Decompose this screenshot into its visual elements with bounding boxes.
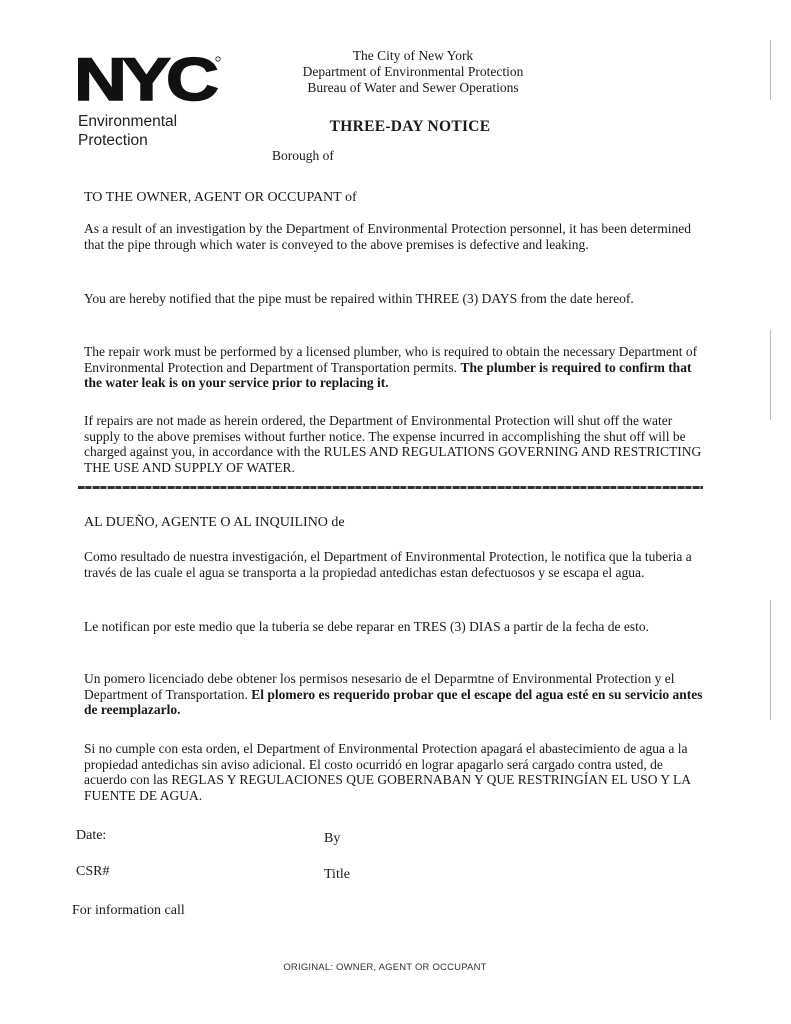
- spanish-paragraph-3: [84, 671, 704, 718]
- spanish-paragraph-2: Le notifican por este medio que la tuberia se debe reparar en TRES (3) DIAS a partir de la fecha de esto.: [84, 619, 650, 634]
- logo-caption-line1: Environmental: [78, 113, 178, 130]
- by-field-label: By: [324, 831, 341, 846]
- english-paragraph-3-bold: The plumber is required to confirm that the water leak is on your service prior to replacing it.: [84, 359, 692, 390]
- scan-edge-mark: [770, 600, 771, 720]
- logo-caption: [78, 112, 242, 150]
- info-call-label: For information call: [72, 903, 185, 918]
- spanish-paragraph-3-text: Un pomero licenciado debe obtener los permisos nesesario de el Deparmtne of Environmental Protection y el Department of Transportation.: [84, 671, 675, 702]
- spanish-paragraph-1: Como resultado de nuestra investigación, el Department of Environmental Protection, le notifica que la tuberia a través de las cuale el agua se transporta a la propiedad antedichas estan defectuosos y se escapa el agua.: [84, 549, 692, 580]
- header-city: The City of New York: [352, 48, 474, 63]
- copy-designation-footer: ORIGINAL: OWNER, AGENT OR OCCUPANT: [283, 962, 487, 973]
- agency-header: [268, 48, 558, 96]
- spanish-salutation: AL DUEÑO, AGENTE O AL INQUILINO de: [84, 515, 345, 530]
- english-salutation: TO THE OWNER, AGENT OR OCCUPANT of: [84, 190, 357, 205]
- title-field-label: Title: [324, 867, 350, 882]
- header-bureau: Bureau of Water and Sewer Operations: [307, 80, 519, 95]
- nyc-dep-logo: [72, 52, 242, 150]
- scan-edge-mark: [770, 40, 771, 100]
- spanish-paragraph-4: Si no cumple con esta orden, el Department of Environmental Protection apagará el abastecimiento de agua a la propiedad antedichas sin aviso adicional. El costo ocurridó en lograr apagarlo será cargado contra usted, de acuerdo con las REGLAS Y REGULACIONES QUE GOBERNABAN Y QUE RESTRINGÍAN EL USO Y LA FUENTE DE AGUA.: [84, 741, 691, 803]
- section-divider: [78, 486, 703, 489]
- logo-caption-line2: Protection: [78, 132, 148, 149]
- scan-edge-mark: [770, 330, 771, 420]
- nyc-wordmark-logo: [72, 52, 222, 106]
- csr-field-label: CSR#: [76, 864, 110, 879]
- page-title: THREE-DAY NOTICE: [329, 118, 491, 135]
- borough-label: Borough of: [272, 148, 334, 163]
- header-department: Department of Environmental Protection: [302, 64, 524, 79]
- date-field-label: Date:: [76, 828, 107, 843]
- english-paragraph-4: If repairs are not made as herein ordered, the Department of Environmental Protection will shut off the water supply to the above premises without further notice. The expense incurred in accomplishing the shut off will be charged against you, in accordance with the RULES AND REGULATIONS GOVERNING AND RESTRICTING THE USE AND SUPPLY OF WATER.: [84, 413, 702, 475]
- english-paragraph-1: As a result of an investigation by the Department of Environmental Protection personnel, it has been determined that the pipe through which water is conveyed to the above premises is defective and leaking.: [84, 221, 691, 252]
- logo-wordmark: NYC: [74, 52, 218, 106]
- spanish-paragraph-3-bold: El plomero es requerido probar que el escape del agua esté en su servicio antes de reemplazarlo.: [84, 686, 703, 717]
- english-paragraph-2: You are hereby notified that the pipe must be repaired within THREE (3) DAYS from the date hereof.: [84, 291, 634, 306]
- english-paragraph-3: [84, 344, 704, 391]
- english-paragraph-3-text: The repair work must be performed by a licensed plumber, who is required to obtain the necessary Department of Environmental Protection and Department of Transportation permits.: [84, 344, 698, 375]
